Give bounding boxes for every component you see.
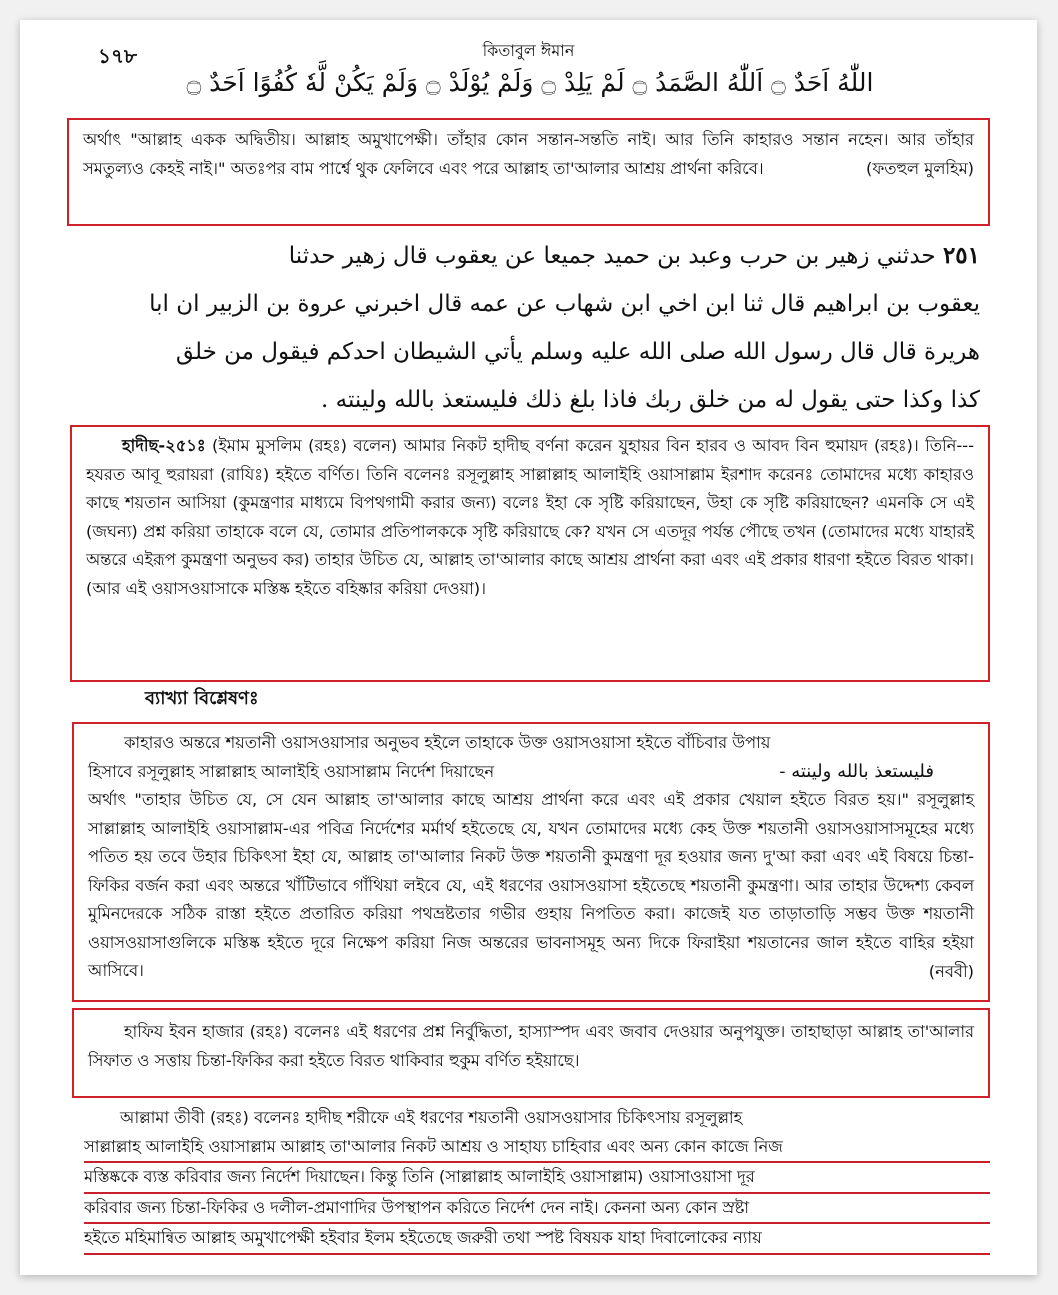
explanation-text: অর্থাৎ "তাহার উচিত যে, সে যেন আল্লাহ তা'আলার কাছে আশ্রয় প্রার্থনা করে এবং এই প্রকার খেয়াল হইতে বিরত হয়।" রসূলুল্লাহ সাল্লাল্লাহ আলাইহি ওয়াসাল্লাম-এর পবিত্র নির্দেশের মর্মার্থ হইতেছে যে, যখন তোমাদের মধ্যে কেহ উক্ত শয়তানী ওয়াসওয়াসাসমূহের মধ্যে পতিত হয় তবে উহার চিকিৎসা ইহা যে, আল্লাহ তা'আলার নিকট উক্ত শয়তানী কুমন্ত্রণা দূর হওয়ার জন্য দু'আ করা এবং এই বিষয়ে চিন্তা-ফিকির বর্জন করা এবং অন্তরে খাঁটিভাবে গাঁথিয়া লইবে যে, এই ধরণের ওয়াসওয়াসা হইতেছে শয়তানী কুমন্ত্রণা। আর তাহার উদ্দেশ্য কেবল মুমিনদেরকে সঠিক রাস্তা হইতে প্রতারিত করিয়া পথভ্রষ্টতার গভীর গুহায় নিপতিত করা। কাজেই যত তাড়াতাড়ি সম্ভব উক্ত শয়তানী ওয়াসওয়াসাগুলিকে মস্তিষ্ক হইতে দূরে নিক্ষেপ করিয়া নিজ অন্তরের ভাবনাসমূহ অন্য দিকে ফিরাইয়া শয়তানের জাল হইতে বাহির হইয়া আসিবে।: [88, 790, 974, 980]
translation-text: অর্থাৎ "আল্লাহ একক অদ্বিতীয়। আল্লাহ অমুখাপেক্ষী। তাঁহার কোন সন্তান-সন্ততি নাই। আর তিনি কাহারও সন্তান নহেন। আর তাঁহার সমতুল্যও কেহই নাই।" অতঃপর বাম পার্শ্বে থুক ফেলিবে এবং পরে আল্লাহ তা'আলার আশ্রয় প্রার্থনা করিবে।: [83, 130, 974, 178]
hadith-number: ٢٥١: [942, 242, 980, 269]
explanation-line-1: কাহারও অন্তরে শয়তানী ওয়াসওয়াসার অনুভব হইলে তাহাকে উক্ত ওয়াসওয়াসা হইতে বাঁচিবার উপায়: [124, 733, 771, 752]
arabic-line: يعقوب بن ابراهيم قال ثنا ابن اخي ابن شهاب عن عمه قال اخبرني عروة بن الزبير ان ابا: [149, 291, 980, 317]
arabic-line: ٢٥١ حدثني زهير بن حرب وعبد بن حميد جميعا عن يعقوب قال زهير حدثنا: [288, 242, 980, 269]
tibi-paragraph: [84, 1104, 990, 1255]
section-heading: ব্যাখ্যা বিশ্লেষণঃ: [145, 688, 259, 709]
hadith-text: (ইমাম মুসলিম (রহঃ) বলেন) আমার নিকট হাদীছ বর্ণনা করেন যুহায়র বিন হারব ও আবদ বিন হুমায়দ (রহঃ)। তিনি---হযরত আবূ হুরায়রা (রাযিঃ) হইতে বর্ণিত। তিনি বলেনঃ রসূলুল্লাহ সাল্লাল্লাহ আলাইহি ওয়াসাল্লাম ইরশাদ করেনঃ তোমাদের মধ্যে কাহারও কাছে শয়তান আসিয়া (কুমন্ত্রণার মাধ্যমে বিপথগামী করার জন্য) বলেঃ ইহা কে সৃষ্টি করিয়াছেন, উহা কে সৃষ্টি করিয়াছেন? এমনকি সে এই (জঘন্য) প্রশ্ন করিয়া তাহাকে বলে যে, তোমার প্রতিপালককে সৃষ্টি করিয়াছে কে? যখন সে এতদূর পর্যন্ত পৌছে তখন (তোমাদের মধ্যে যাহারই অন্তরে এইরূপ কুমন্ত্রণা অনুভব কর) তাহার উচিত যে, আল্লাহ তা'আলার কাছে আশ্রয় প্রার্থনা করা এবং এই প্রকার ধারণা হইতে বিরত থাকা। (আর এই ওয়াসওয়াসাকে মস্তিষ্ক হইতে বহিষ্কার করিয়া দেওয়া)।: [86, 436, 974, 598]
arabic-line: هريرة قال قال رسول الله صلى الله عليه وسلم يأتي الشيطان احدكم فيقول من خلق: [175, 339, 980, 365]
tibi-line: সাল্লাল্লাহ আলাইহি ওয়াসাল্লাম আল্লাহ তা'আলার নিকট আশ্রয় ও সাহায্য চাহিবার এবং অন্য কোন কাজে নিজ: [84, 1133, 990, 1164]
ibn-hajar-text: হাফিয ইবন হাজার (রহঃ) বলেনঃ এই ধরণের প্রশ্ন নির্বুদ্ধিতা, হাস্যাস্পদ এবং জবাব দেওয়ার অনুপযুক্ত। তাহাছাড়া আল্লাহ তা'আলার সিফাত ও সত্তায় চিন্তা-ফিকির করা হইতে বিরত থাকিবার হুকুম বর্ণিত হইয়াছে।: [88, 1022, 974, 1070]
hadith-label: হাদীছ-২৫১ঃ: [122, 436, 206, 455]
explanation-line-2: হিসাবে রসূলুল্লাহ সাল্লাল্লাহ আলাইহি ওয়াসাল্লাম নির্দেশ দিয়াছেন: [88, 761, 495, 781]
document-page: [20, 20, 1037, 1275]
ibn-hajar-box: [72, 1008, 990, 1098]
tibi-line: মস্তিষ্ককে ব্যস্ত করিবার জন্য নির্দেশ দিয়াছেন। কিন্তু তিনি (সাল্লাল্লাহ আলাইহি ওয়াসাল্লাম) ওয়াসাওয়াসা দূর: [84, 1163, 990, 1194]
arabic-line: كذا وكذا حتى يقول له من خلق ربك فاذا بلغ ذلك فليستعذ بالله ولينته .: [321, 387, 980, 413]
citation-nawawi: (নববী): [928, 961, 974, 981]
translation-box: [67, 118, 990, 226]
quran-ayah: اللّٰهُ اَحَدٌ ۝ اَللّٰهُ الصَّمَدُ ۝ لَمْ يَلِدْ ۝ وَلَمْ يُوْلَدْ ۝ وَلَمْ يَكُنْ لَّهٗ كُفُوًا اَحَدٌ ۝: [186, 68, 874, 97]
arabic-hadith: [80, 232, 980, 424]
page-number: ১৭৮: [98, 44, 137, 68]
hadith-translation-box: [70, 425, 990, 682]
tibi-line: করিবার জন্য চিন্তা-ফিকির ও দলীল-প্রমাণাদির উপস্থাপন করিতে নির্দেশ দেন নাই। কেননা অন্য কোন স্রষ্টা: [84, 1194, 990, 1225]
running-title: কিতাবুল ঈমান: [482, 41, 575, 60]
arabic-phrase: فليستعذ بالله ولينته -: [779, 760, 934, 782]
explanation-box: [72, 722, 990, 1002]
tibi-line: আল্লামা তীবী (রহঃ) বলেনঃ হাদীছ শরীফে এই ধরণের শয়তানী ওয়াসওয়াসার চিকিৎসায় রসূলুল্লাহ: [120, 1108, 743, 1127]
tibi-line: হইতে মহিমান্বিত আল্লাহ অমুখাপেক্ষী হইবার ইলম হইতেছে জরুরী তথা স্পষ্ট বিষয়ক যাহা দিবালোকের ন্যায়: [84, 1224, 990, 1255]
citation-fathul-mulhim: (ফতহুল মুলহিম): [866, 159, 974, 178]
